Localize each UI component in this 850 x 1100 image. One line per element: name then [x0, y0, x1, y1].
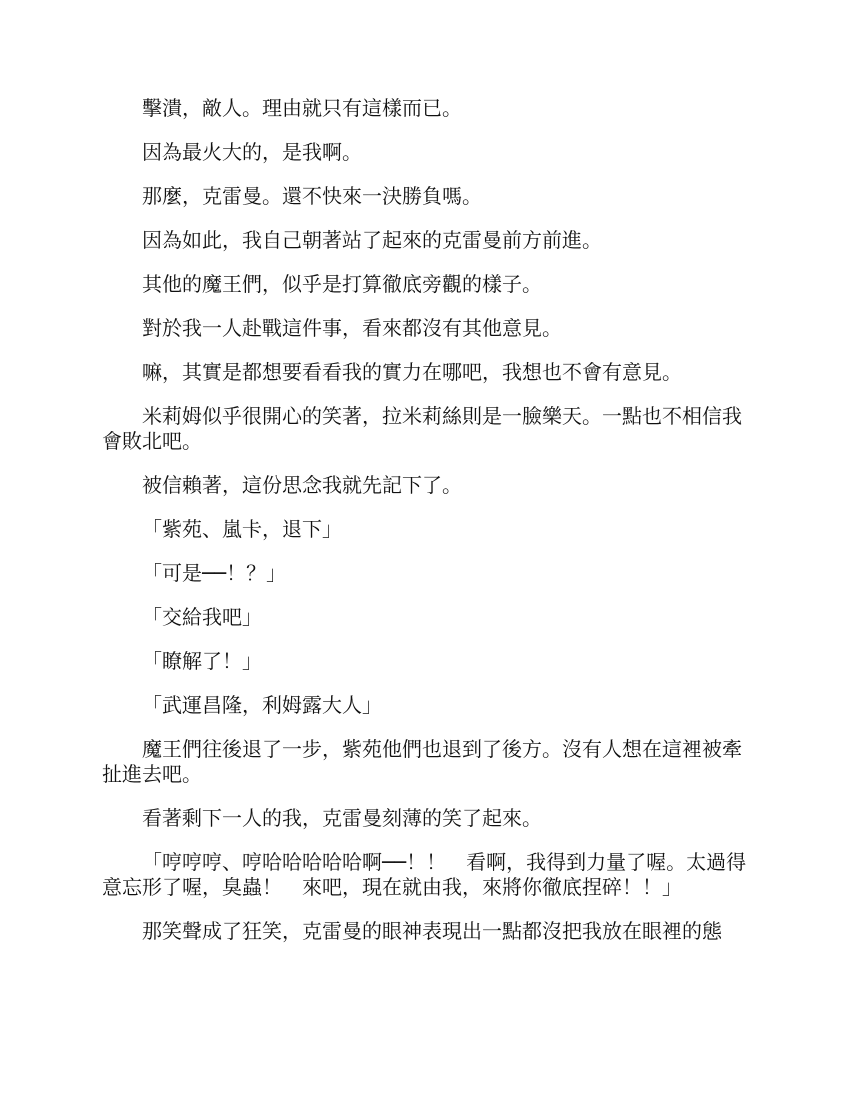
dialogue-line: 「瞭解了！」 — [142, 649, 262, 673]
paragraph: 米莉姆似乎很開心的笑著，拉米莉絲則是一臉樂天。一點也不相信我會敗北吧。 — [102, 404, 742, 453]
dialogue-line: 「紫苑、嵐卡，退下」 — [142, 517, 342, 541]
paragraph: 看著剩下一人的我，克雷曼刻薄的笑了起來。 — [142, 806, 542, 830]
paragraph: 嘛，其實是都想要看看我的實力在哪吧，我想也不會有意見。 — [142, 360, 682, 384]
paragraph: 魔王們往後退了一步，紫苑他們也退到了後方。沒有人想在這裡被牽扯進去吧。 — [102, 737, 742, 786]
paragraph: 那笑聲成了狂笑，克雷曼的眼神表現出一點都沒把我放在眼裡的態 — [142, 919, 722, 943]
paragraph: 因為如此，我自己朝著站了起來的克雷曼前方前進。 — [142, 228, 602, 252]
document-page — [102, 96, 752, 963]
paragraph: 因為最火大的，是我啊。 — [142, 140, 362, 164]
paragraph: 對於我一人赴戰這件事，看來都沒有其他意見。 — [142, 316, 562, 340]
paragraph: 被信賴著，這份思念我就先記下了。 — [142, 473, 462, 497]
dialogue-line: 「交給我吧」 — [142, 605, 262, 629]
paragraph: 其他的魔王們，似乎是打算徹底旁觀的樣子。 — [142, 272, 542, 296]
dialogue-line: 「武運昌隆，利姆露大人」 — [142, 693, 382, 717]
dialogue-line: 「哼哼哼、哼哈哈哈哈哈啊──！！ 看啊，我得到力量了喔。太過得意忘形了喔，臭蟲！ 來吧，現在就由我，來將你徹底捏碎！！」 — [102, 850, 747, 899]
paragraph: 擊潰，敵人。理由就只有這樣而已。 — [142, 96, 462, 120]
paragraph: 那麼，克雷曼。還不快來一決勝負嗎。 — [142, 184, 482, 208]
dialogue-line: 「可是──！？」 — [142, 561, 287, 585]
